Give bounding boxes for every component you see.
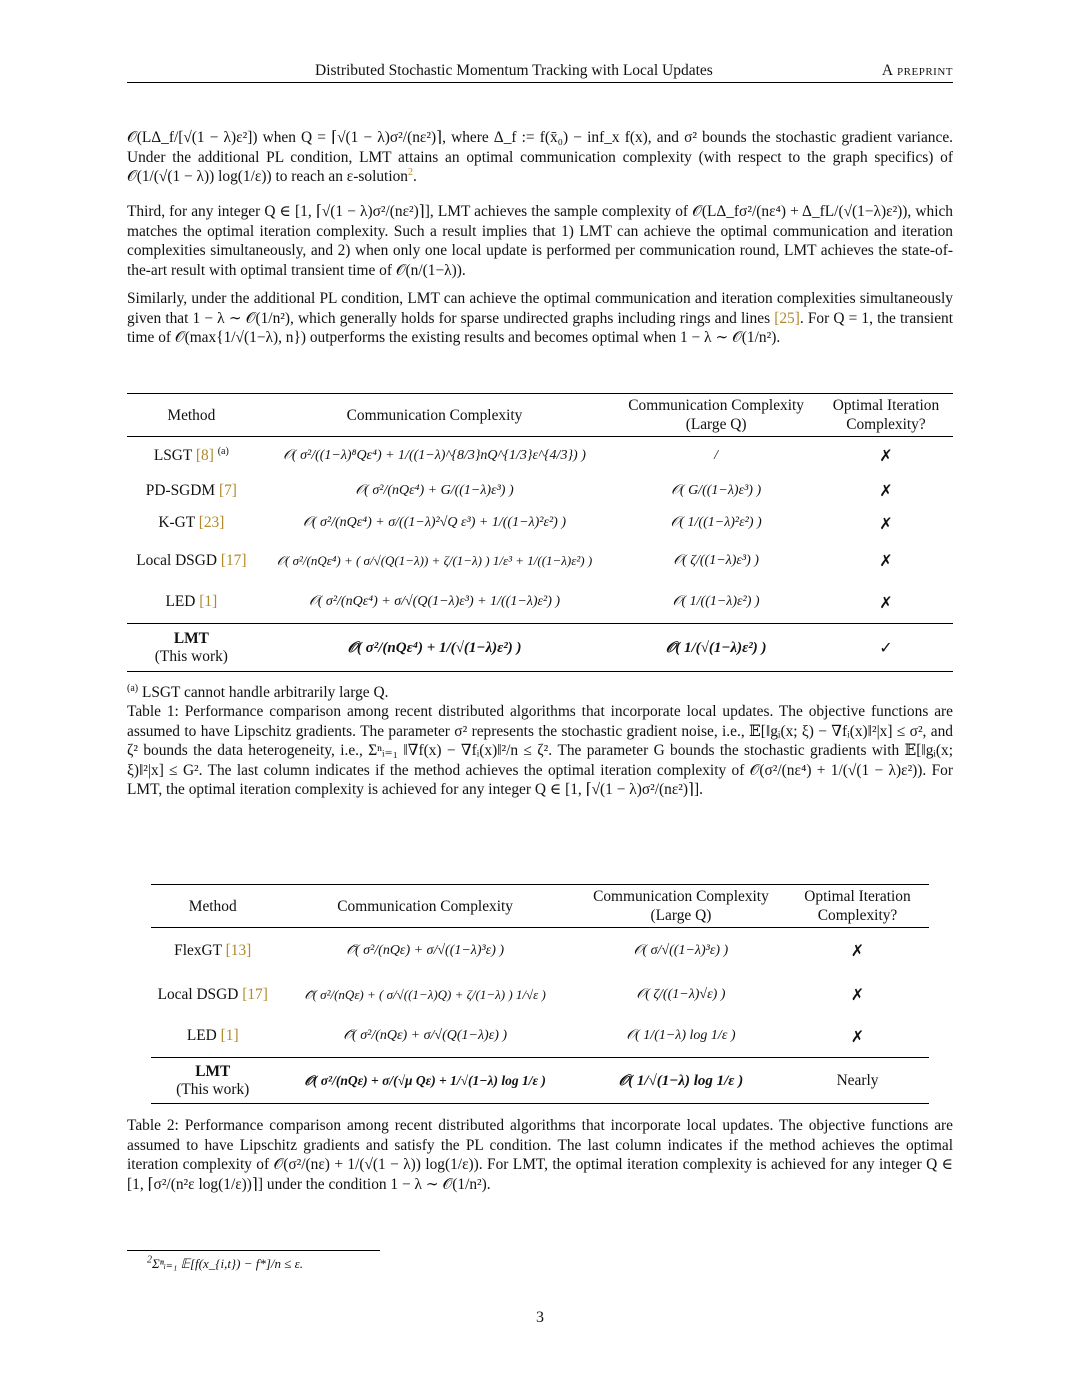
method-subtitle: (This work)	[154, 647, 228, 665]
comm-complexity-large: 𝒪( G/((1−λ)ε³) )	[671, 482, 762, 498]
comm-complexity-large: 𝒪( σ/√((1−λ)³ε) )	[633, 942, 729, 958]
paragraph-1	[127, 128, 953, 187]
citation-link[interactable]: [25]	[774, 309, 800, 327]
comm-complexity-large: 𝒪( ζ/((1−λ)√ε) )	[636, 986, 726, 1002]
cross-icon: ✗	[850, 941, 865, 961]
table-row-ours	[151, 1058, 929, 1104]
paragraph-2: Third, for any integer Q ∈ [1, ⌈√(1 − λ)σ²/(nε²)⌉], LMT achieves the sample complexity of 𝒪(LΔ_fσ²/(nε⁴) + Δ_fL/(√(1−λ)ε²)), which matches the optimal iteration complexity. Such a result implies that 1) LMT can achieve the optimal communication and iteration complexities simultaneously, and 2) when only one local update is performed per communication round, LMT achieves the state-of-the-art result with optimal transient time of 𝒪(n/(1−λ)).	[127, 203, 953, 279]
method-name: LMT	[195, 1062, 231, 1080]
method-cell	[127, 507, 256, 540]
method-name: LSGT	[153, 446, 193, 464]
page-number: 3	[536, 1309, 544, 1326]
cross-icon: ✗	[879, 551, 893, 570]
method-name: FlexGT	[174, 941, 222, 959]
footnote-mark: 2	[147, 1254, 152, 1266]
comm-complexity-large: /	[714, 447, 719, 463]
citation-link[interactable]: [23]	[198, 514, 225, 531]
table-2-caption: Table 2: Performance comparison among recent distributed algorithms that incorporate local updates. The objective functions are assumed to have Lipschitz gradients and satisfy the PL condition. The last column indicates if the method achieves the optimal iteration complexity of 𝒪(σ²/(nε) + 1/(√(1 − λ)) log(1/ε)). For LMT, the optimal iteration complexity is achieved for any integer Q ∈ [1, ⌈σ²/(n²ε log(1/ε))⌉] under the condition 1 − λ ∼ 𝒪(1/n²).	[127, 1117, 953, 1193]
method-cell	[151, 1016, 274, 1058]
method-cell	[151, 974, 274, 1016]
t1-header-comm-large: Communication Complexity (Large Q)	[628, 397, 804, 433]
citation-link[interactable]: [17]	[242, 985, 268, 1003]
citation-link[interactable]: [17]	[220, 551, 247, 569]
cross-icon: ✗	[879, 592, 893, 612]
comm-complexity: 𝒪̃( σ²/(nQε) + σ/√((1−λ)³ε) )	[346, 942, 505, 958]
comm-complexity: 𝒪( σ²/(nQε⁴) + ( σ/√(Q(1−λ)) + ζ/(1−λ) ) 1/ε³ + 1/((1−λ)ε²) )	[276, 552, 593, 568]
method-name: Local DSGD	[136, 551, 217, 569]
t1-header-comm: Communication Complexity	[346, 406, 523, 424]
header-title: Distributed Stochastic Momentum Tracking with Local Updates	[315, 62, 713, 79]
comm-complexity: 𝒪( σ²/(nQε) + σ/(√μ Qε) + 1/√(1−λ) log 1/ε )	[304, 1072, 546, 1088]
comm-complexity-large: 𝒪( 1/(1−λ) log 1/ε )	[626, 1028, 736, 1044]
paragraph-1-text: 𝒪(LΔ_f/[√(1 − λ)ε²]) when Q = ⌈√(1 − λ)σ²/(nε²)⌉, where Δ_f := f(x̄₀) − inf_x f(x), and σ² bounds the stochastic gradient variance. Under the additional PL condition, LMT attains an optimal communication complexity (with respect to the graph specifics) of 𝒪(1/(√(1 − λ)) log(1/ε)) to reach an ε-solution	[127, 129, 953, 185]
citation-link[interactable]: [1]	[199, 593, 218, 611]
optimality-text: Nearly	[836, 1071, 879, 1089]
paragraph-1-end: .	[413, 168, 417, 185]
footnote-divider	[127, 1250, 380, 1251]
cross-icon: ✗	[850, 985, 865, 1004]
comm-complexity: 𝒪( σ²/(nQε⁴) + 1/(√(1−λ)ε²) )	[347, 639, 522, 656]
method-name: PD-SGDM	[145, 481, 216, 499]
citation-link[interactable]: [1]	[220, 1027, 239, 1045]
table-note-mark: (a)	[127, 682, 139, 694]
method-cell	[127, 624, 256, 672]
method-cell	[151, 1058, 274, 1104]
method-name: Local DSGD	[157, 985, 239, 1003]
comm-complexity: 𝒪( σ²/(nQε⁴) + σ/((1−λ)²√Q ε³) + 1/((1−λ)²ε²) )	[303, 515, 566, 530]
table-row	[127, 475, 953, 507]
comm-complexity: 𝒪( σ²/(nQε⁴) + σ/√(Q(1−λ)ε³) + 1/((1−λ)ε²) )	[308, 594, 561, 610]
comm-complexity-large: 𝒪( 1/((1−λ)²ε²) )	[670, 515, 762, 530]
cross-icon: ✗	[879, 481, 893, 500]
method-name: LED	[186, 1027, 217, 1045]
cross-icon: ✗	[850, 1026, 865, 1046]
t2-header-comm: Communication Complexity	[337, 897, 513, 915]
citation-link[interactable]: [13]	[225, 941, 252, 959]
method-subtitle: (This work)	[176, 1080, 250, 1098]
method-name: K-GT	[158, 514, 195, 531]
paragraph-3-b: . For Q = 1, the transient time of 𝒪(max{1/√(1−λ), n}) outperforms the existing results and becomes optimal when 1 − λ ∼ 𝒪(1/n²).	[127, 309, 954, 346]
paragraph-3	[127, 289, 953, 348]
method-name: LMT	[173, 629, 209, 647]
comm-complexity: 𝒪̃( σ²/(nQε) + σ/√(Q(1−λ)ε) )	[343, 1028, 508, 1044]
table-row	[127, 582, 953, 624]
comm-complexity: 𝒪( σ²/(nQε⁴) + G/((1−λ)ε³) )	[355, 482, 514, 498]
table-row	[127, 437, 953, 475]
comm-complexity: 𝒪( σ²/((1−λ)⁸Qε⁴) + 1/((1−λ)^{8/3}nQ^{1/3}ε^{4/3}) )	[283, 447, 586, 463]
table-row	[151, 1016, 929, 1058]
table-note-text: LSGT cannot handle arbitrarily large Q.	[141, 684, 389, 701]
comm-complexity-large: 𝒪( 1/(√(1−λ)ε²) )	[665, 639, 767, 656]
method-cell	[151, 928, 274, 974]
comm-complexity: 𝒪̃( σ²/(nQε) + ( σ/√((1−λ)Q) + ζ/(1−λ) ) 1/√ε )	[304, 986, 546, 1002]
citation-link[interactable]: [8]	[195, 446, 214, 464]
method-cell	[127, 437, 256, 475]
t2-header-comm-large: Communication Complexity (Large Q)	[593, 888, 769, 924]
table-2	[151, 884, 929, 1104]
footnote-text: Σⁿᵢ₌₁ 𝔼[f(x_{i,t}) − f*]/n ≤ ε.	[152, 1256, 304, 1271]
paragraph-3-a: Similarly, under the additional PL condition, LMT can achieve the optimal communication and iteration complexities simultaneously given that 1 − λ ∼ 𝒪(1/n²), which generally holds for sparse undirected graphs including rings and lines	[127, 290, 953, 327]
cross-icon: ✗	[879, 446, 893, 466]
table-1	[127, 393, 953, 672]
method-name: LED	[165, 593, 196, 611]
table-1-note	[127, 683, 953, 703]
check-icon: ✓	[879, 638, 893, 657]
table-row	[127, 540, 953, 582]
comm-complexity-large: 𝒪( 1/((1−λ)ε²) )	[672, 594, 760, 610]
citation-link[interactable]: [7]	[218, 481, 237, 499]
running-header	[127, 60, 953, 83]
cross-icon: ✗	[879, 513, 893, 533]
table-row	[127, 507, 953, 540]
table-row	[151, 928, 929, 974]
footnote-link-2[interactable]: 2	[408, 166, 413, 178]
table-note-mark: (a)	[217, 445, 229, 457]
table-1-caption: Table 1: Performance comparison among recent distributed algorithms that incorporate local updates. The objective functions are assumed to have Lipschitz gradients. The parameter σ² represents the stochastic gradient noise, i.e., 𝔼[‖gᵢ(x; ξ) − ∇fᵢ(x)‖²|x] ≤ σ², and ζ² bounds the data heterogeneity, i.e., Σⁿᵢ₌₁ ‖∇f(x) − ∇fᵢ(x)‖²/n ≤ ζ². The parameter G bounds the stochastic gradients with 𝔼[‖gᵢ(x; ξ)‖²|x] ≤ G². The last column indicates if the method achieves the optimal iteration complexity of 𝒪(σ²/(nε⁴) + 1/(√(1 − λ)ε²)). For LMT, the optimal iteration complexity is achieved for any integer Q ∈ [1, ⌈√(1 − λ)σ²/(nε²)⌉].	[127, 703, 953, 798]
t2-header-method: Method	[188, 897, 237, 915]
t1-header-opt: Optimal Iteration Complexity?	[832, 397, 940, 433]
method-cell	[127, 582, 256, 624]
footnote	[147, 1256, 303, 1272]
table-row-ours	[127, 624, 953, 672]
comm-complexity-large: 𝒪( 1/√(1−λ) log 1/ε )	[618, 1072, 744, 1089]
method-cell	[127, 540, 256, 582]
t1-header-method: Method	[167, 406, 216, 424]
header-label: A preprint	[881, 62, 953, 79]
method-cell	[127, 475, 256, 507]
t2-header-opt: Optimal Iteration Complexity?	[804, 888, 911, 924]
table-row	[151, 974, 929, 1016]
comm-complexity-large: 𝒪( ζ/((1−λ)ε³) )	[673, 552, 759, 568]
